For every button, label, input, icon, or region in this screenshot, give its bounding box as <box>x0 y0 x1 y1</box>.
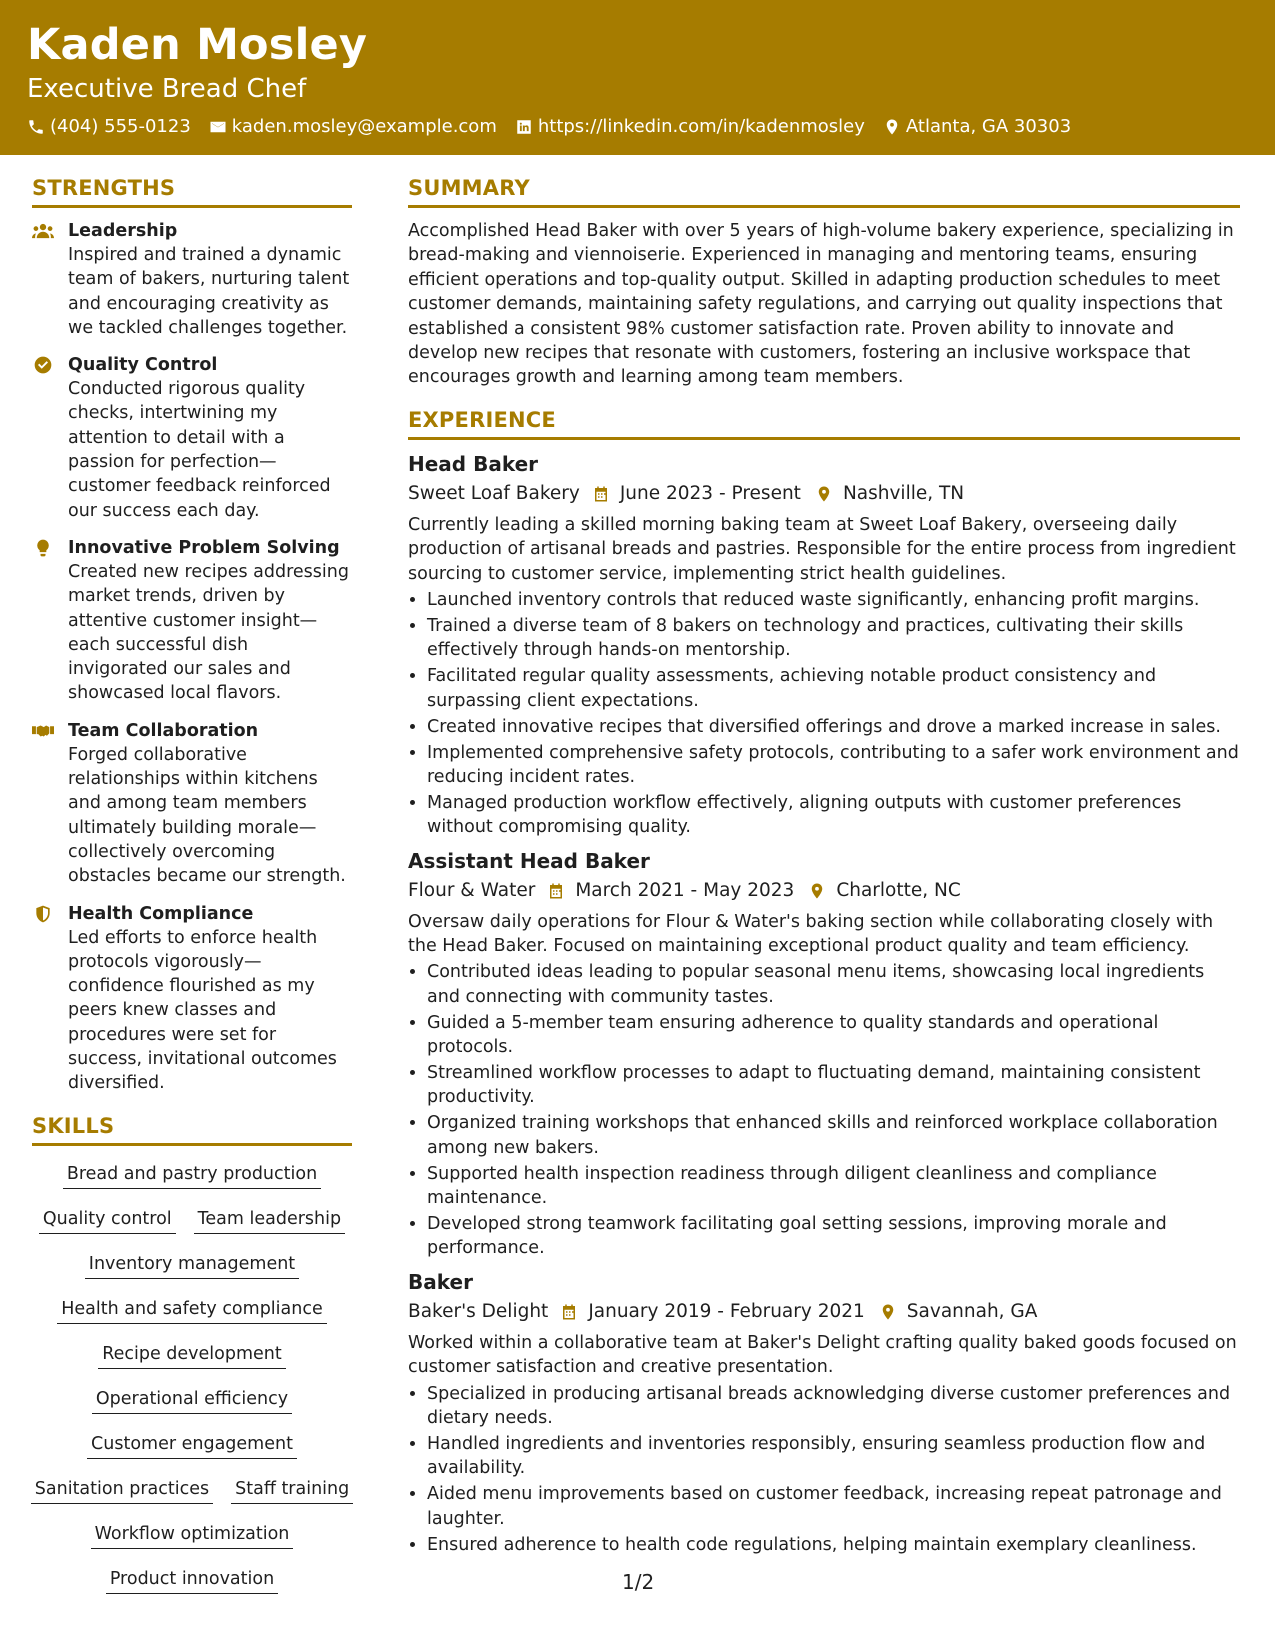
contact-bar <box>27 116 1089 137</box>
skill-tag: Quality control <box>39 1208 176 1234</box>
strength-title: Innovative Problem Solving <box>68 537 340 558</box>
experience-heading: EXPERIENCE <box>408 408 1240 440</box>
job-bullet: • Launched inventory controls that reduced waste significantly, enhancing profit margins. <box>427 588 1240 612</box>
job-meta <box>408 479 1240 509</box>
phone-icon <box>27 118 45 136</box>
strength-title: Quality Control <box>68 355 218 376</box>
job-meta <box>408 876 1240 906</box>
job-bullets <box>408 960 1240 1260</box>
skill-tag: Team leadership <box>194 1208 345 1234</box>
calendar-icon <box>592 485 610 503</box>
job-description: Oversaw daily operations for Flour & Water's baking section while collaborating closely with the Head Baker. Focused on maintaining exceptional product quality and team efficiency. <box>408 911 1214 957</box>
job-bullet: • Guided a 5-member team ensuring adherence to quality standards and operational protocols. <box>427 1011 1240 1060</box>
strength-title: Leadership <box>68 221 178 241</box>
summary-text: Accomplished Head Baker with over 5 years of high-volume bakery experience, specializing in bread-making and viennoiserie. Experienced in managing and mentoring teams, ensuring efficient operations and top-quality output. Skilled in adapting production schedules to meet customer demands, maintaining safety regulations, and carrying out quality inspections that established a consistent 98% customer satisfaction rate. Proven ability to innovate and develop new recipes that resonate with customers, fostering an inclusive workspace that encourages growth and learning among team members. <box>408 221 1234 388</box>
candidate-title: Executive Bread Chef <box>27 74 307 104</box>
skills-heading: SKILLS <box>32 1114 352 1146</box>
job-bullet: • Specialized in producing artisanal breads acknowledging diverse customer preferences and dietary needs. <box>427 1382 1240 1431</box>
skill-tag: Inventory management <box>85 1253 299 1279</box>
experience-list <box>408 451 1240 1557</box>
resume-header <box>0 0 1275 155</box>
job-dates: March 2021 - May 2023 <box>575 879 795 901</box>
strength-item <box>32 536 352 706</box>
job-bullets <box>408 1382 1240 1557</box>
strength-desc: Led efforts to enforce health protocols vigorously—confidence flourished as my peers knew classes and procedures were set for success, invitational outcomes diversified. <box>68 927 337 1094</box>
strengths-heading: STRENGTHS <box>32 176 352 208</box>
job-bullet: • Implemented comprehensive safety protocols, contributing to a safer work environment and reducing incident rates. <box>427 741 1240 790</box>
job-bullet: • Ensured adherence to health code regulations, helping maintain exemplary cleanliness. <box>427 1533 1240 1557</box>
linkedin-icon <box>515 118 533 136</box>
strength-item <box>32 219 352 340</box>
job-bullet: • Aided menu improvements based on customer feedback, increasing repeat patronage and laughter. <box>427 1482 1240 1531</box>
contact-email[interactable] <box>209 116 497 137</box>
job-bullet: • Trained a diverse team of 8 bakers on technology and practices, cultivating their skills effectively through hands-on mentorship. <box>427 614 1240 663</box>
strength-item <box>32 719 352 889</box>
handshake-icon <box>32 721 54 741</box>
right-column <box>408 176 1240 1565</box>
job-bullet: • Developed strong teamwork facilitating goal setting sessions, improving morale and performance. <box>427 1212 1240 1261</box>
job-bullet: • Handled ingredients and inventories responsibly, ensuring seamless production flow and availability. <box>427 1432 1240 1481</box>
strength-desc: Conducted rigorous quality checks, intertwining my attention to detail with a passion for perfection—customer feedback reinforced our success each day. <box>68 379 331 521</box>
strength-title: Health Compliance <box>68 903 254 924</box>
job-description: Worked within a collaborative team at Baker's Delight crafting quality baked goods focused on customer satisfaction and creative presentation. <box>408 1332 1237 1378</box>
summary-heading: SUMMARY <box>408 176 1240 208</box>
job-title: Baker <box>408 1269 473 1294</box>
job-bullet: • Supported health inspection readiness through diligent cleanliness and compliance maintenance. <box>427 1162 1240 1211</box>
strength-desc: Created new recipes addressing market trends, driven by attentive customer insight—each successful dish invigorated our sales and showcased local flavors. <box>68 561 349 704</box>
strength-title: Team Collaboration <box>68 720 259 741</box>
skill-tag: Customer engagement <box>87 1433 297 1459</box>
linkedin-text: https://linkedin.com/in/kadenmosley <box>537 116 865 137</box>
contact-phone[interactable] <box>27 116 191 137</box>
skill-tag: Health and safety compliance <box>57 1298 326 1324</box>
location-text: Atlanta, GA 30303 <box>905 116 1072 137</box>
calendar-icon <box>547 882 565 900</box>
email-text: kaden.mosley@example.com <box>231 116 497 137</box>
phone-text: (404) 555-0123 <box>50 116 191 137</box>
calendar-icon <box>560 1303 578 1321</box>
job-location: Nashville, TN <box>842 482 965 504</box>
job-description: Currently leading a skilled morning baking team at Sweet Loaf Bakery, overseeing daily production of artisanal breads and pastries. Responsible for the entire process from ingredient sourcing to customer service, implementing strict health guidelines. <box>408 514 1236 584</box>
strength-desc: Inspired and trained a dynamic team of bakers, nurturing talent and encouraging creativity as we tackled challenges together. <box>68 245 350 338</box>
job-entry <box>408 848 1240 1261</box>
strength-desc: Forged collaborative relationships within kitchens and among team members ultimately building morale—collectively overcoming obstacles became our strength. <box>68 744 346 887</box>
users-icon <box>32 221 54 241</box>
job-bullet: • Managed production workflow effectively, aligning outputs with customer preferences without compromising quality. <box>427 791 1240 840</box>
strength-item <box>32 353 352 523</box>
lightbulb-icon <box>32 538 54 558</box>
skill-tag: Product innovation <box>106 1568 278 1594</box>
map-pin-icon <box>815 485 833 503</box>
candidate-name: Kaden Mosley <box>27 20 368 70</box>
job-location: Savannah, GA <box>906 1300 1038 1322</box>
skill-tag: Workflow optimization <box>91 1523 294 1549</box>
job-location: Charlotte, NC <box>836 879 961 901</box>
skill-tag: Sanitation practices <box>31 1478 213 1504</box>
job-company: Sweet Loaf Bakery <box>408 482 580 504</box>
job-dates: January 2019 - February 2021 <box>588 1300 865 1322</box>
job-entry <box>408 451 1240 840</box>
job-bullet: • Contributed ideas leading to popular seasonal menu items, showcasing local ingredients and connecting with community tastes. <box>427 960 1240 1009</box>
page-number: 1/2 <box>622 1570 655 1594</box>
skills-section <box>32 1114 352 1594</box>
job-dates: June 2023 - Present <box>619 482 801 504</box>
map-pin-icon <box>883 118 901 136</box>
envelope-icon <box>209 118 227 136</box>
left-column <box>32 176 352 1613</box>
job-bullet: • Organized training workshops that enhanced skills and reinforced workplace collaboration among new bakers. <box>427 1111 1240 1160</box>
job-bullet: • Created innovative recipes that diversified offerings and drove a marked increase in sales. <box>427 715 1240 739</box>
contact-linkedin[interactable] <box>515 116 865 137</box>
strength-item <box>32 902 352 1096</box>
job-meta <box>408 1297 1240 1327</box>
job-entry <box>408 1269 1240 1557</box>
job-bullet: • Streamlined workflow processes to adapt to fluctuating demand, maintaining consistent productivity. <box>427 1061 1240 1110</box>
map-pin-icon <box>808 882 826 900</box>
skill-tag: Bread and pastry production <box>63 1163 321 1189</box>
skill-tag: Recipe development <box>98 1343 286 1369</box>
job-company: Flour & Water <box>408 879 536 901</box>
job-bullet: • Facilitated regular quality assessments, achieving notable product consistency and surpassing client expectations. <box>427 664 1240 713</box>
shield-icon <box>32 904 54 924</box>
job-title: Head Baker <box>408 451 539 476</box>
job-company: Baker's Delight <box>408 1300 549 1322</box>
map-pin-icon <box>879 1303 897 1321</box>
job-title: Assistant Head Baker <box>408 848 650 873</box>
skill-tag: Staff training <box>231 1478 353 1504</box>
check-circle-icon <box>32 355 54 375</box>
contact-location <box>883 116 1071 137</box>
job-bullets <box>408 588 1240 840</box>
skill-tag: Operational efficiency <box>92 1388 292 1414</box>
